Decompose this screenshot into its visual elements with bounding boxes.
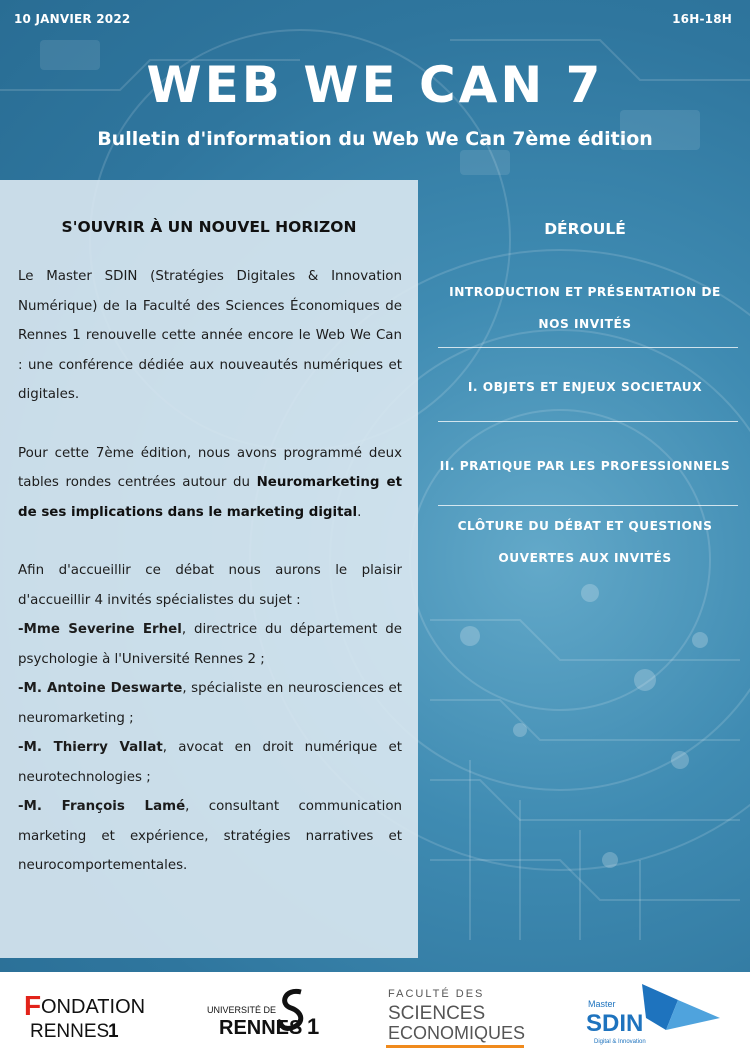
program-end: . — [357, 504, 362, 520]
schedule-item — [430, 450, 740, 482]
guest-desc: , spécialiste en neurosciences et neuromarketing ; — [18, 681, 402, 726]
program-paragraph — [18, 439, 402, 528]
fondation-city: RENNES — [30, 1021, 110, 1042]
fondation-word: ONDATION — [41, 996, 146, 1018]
schedule-divider — [438, 347, 738, 348]
guest-name: -M. François Lamé — [18, 799, 186, 814]
guest-desc: , consultant communication marketing et expérience, stratégies narratives et neurocomportementales. — [18, 799, 402, 873]
guest-desc: , directrice du département de psychologie à l'Université Rennes 2 ; — [18, 622, 403, 667]
schedule-item-line: NOS INVITÉS — [538, 317, 632, 331]
page-title: WEB WE CAN 7 — [146, 56, 604, 114]
guest-item — [18, 615, 402, 674]
sdin-master-label: Master — [588, 999, 616, 1009]
guest-name: -Mme Severine Erhel — [18, 622, 182, 637]
universite-city: RENNES — [219, 1017, 303, 1039]
sponsor-footer — [0, 972, 750, 1061]
faculte-sciences: SCIENCES — [388, 1003, 486, 1024]
fondation-number: 1 — [108, 1021, 119, 1042]
guest-item — [18, 792, 402, 881]
schedule-divider — [438, 421, 738, 422]
schedule-divider — [438, 505, 738, 506]
master-sdin-logo — [580, 978, 730, 1054]
fondation-rennes1-logo — [24, 986, 164, 1046]
guest-item — [18, 733, 402, 792]
faculte-underline — [386, 1045, 524, 1048]
faculte-sciences-economiques-logo — [386, 982, 531, 1054]
event-time: 16H-18H — [672, 12, 732, 26]
universite-label: UNIVERSITÉ DE — [207, 1005, 277, 1015]
intro-paragraph: Le Master SDIN (Stratégies Digitales & Innovation Numérique) de la Faculté des Sciences Économiques de Rennes 1 renouvelle cette année encore le Web We Can : une conférence dédiée aux nouveautés numériques et digitales. — [18, 269, 402, 402]
faculte-economiques: ECONOMIQUES — [388, 1023, 526, 1043]
schedule-item — [430, 276, 740, 340]
sdin-tagline: Digital & Innovation — [594, 1039, 646, 1045]
page-subtitle: Bulletin d'information du Web We Can 7ème édition — [97, 128, 653, 150]
guest-name: -M. Thierry Vallat — [18, 740, 163, 755]
faculte-label: FACULTÉ DES — [388, 988, 485, 1000]
guest-name: -M. Antoine Deswarte — [18, 681, 183, 696]
schedule-item-line: I. OBJETS ET ENJEUX SOCIETAUX — [467, 380, 703, 394]
schedule-item-line: INTRODUCTION ET PRÉSENTATION DE — [449, 285, 721, 299]
intro-panel — [0, 180, 418, 958]
sdin-title: SDIN — [586, 1010, 644, 1037]
universite-rennes1-logo — [205, 986, 335, 1046]
schedule-item-line: II. PRATIQUE PAR LES PROFESSIONNELS — [439, 459, 731, 473]
schedule-item-line: OUVERTES AUX INVITÉS — [498, 551, 672, 565]
program-text: Pour cette 7ème édition, nous avons programmé deux tables rondes centrées autour du — [18, 445, 402, 490]
guest-item — [18, 674, 402, 733]
schedule-item — [430, 371, 740, 403]
universite-number: 1 — [307, 1014, 320, 1039]
event-date: 10 JANVIER 2022 — [14, 12, 131, 26]
fondation-letter: F — [24, 990, 42, 1021]
schedule-item — [430, 510, 740, 574]
schedule-item-line: CLÔTURE DU DÉBAT ET QUESTIONS — [457, 519, 713, 533]
program-topic: Neuromarketing et de ses implications dans le marketing digital — [18, 475, 402, 520]
guests-intro: Afin d'accueillir ce débat nous aurons le plaisir d'accueillir 4 invités spécialistes du sujet : — [18, 563, 402, 608]
schedule-heading: DÉROULÉ — [544, 220, 626, 238]
guest-desc: , avocat en droit numérique et neurotechnologies ; — [18, 740, 402, 785]
intro-heading: S'OUVRIR À UN NOUVEL HORIZON — [61, 218, 357, 236]
